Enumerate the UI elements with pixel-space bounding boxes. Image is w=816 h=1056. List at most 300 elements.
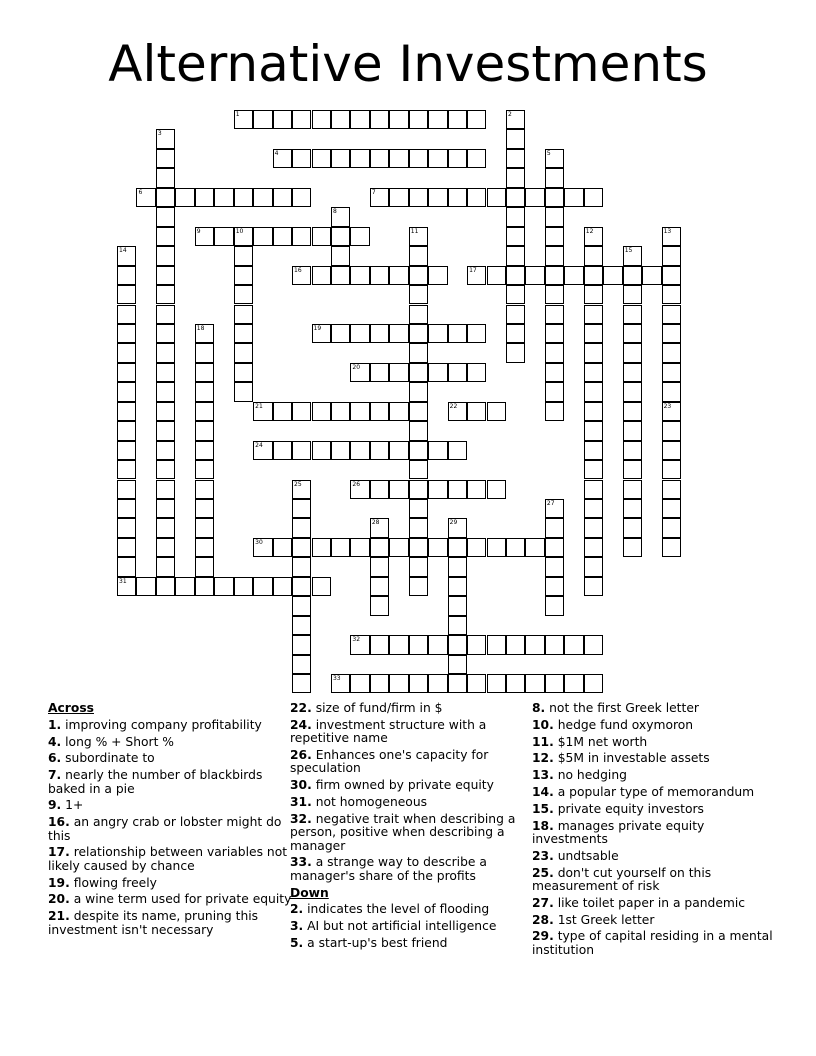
grid-cell[interactable] xyxy=(156,421,175,440)
grid-cell[interactable] xyxy=(506,285,525,304)
grid-cell[interactable] xyxy=(409,577,428,596)
grid-cell[interactable] xyxy=(234,227,253,246)
grid-cell[interactable] xyxy=(214,577,233,596)
grid-cell[interactable] xyxy=(584,577,603,596)
grid-cell[interactable] xyxy=(584,285,603,304)
grid-cell[interactable] xyxy=(584,538,603,557)
grid-cell[interactable] xyxy=(234,363,253,382)
grid-cell[interactable] xyxy=(389,363,408,382)
grid-cell[interactable] xyxy=(350,227,369,246)
grid-cell[interactable] xyxy=(370,577,389,596)
grid-cell[interactable] xyxy=(292,596,311,615)
grid-cell[interactable] xyxy=(370,557,389,576)
grid-cell[interactable] xyxy=(487,538,506,557)
grid-cell[interactable] xyxy=(662,324,681,343)
grid-cell[interactable] xyxy=(662,363,681,382)
grid-cell[interactable] xyxy=(370,596,389,615)
grid-cell[interactable] xyxy=(117,518,136,537)
grid-cell[interactable] xyxy=(117,266,136,285)
grid-cell[interactable] xyxy=(487,635,506,654)
grid-cell[interactable] xyxy=(234,188,253,207)
grid-cell[interactable] xyxy=(623,246,642,265)
grid-cell[interactable] xyxy=(506,188,525,207)
grid-cell[interactable] xyxy=(467,188,486,207)
grid-cell[interactable] xyxy=(506,305,525,324)
grid-cell[interactable] xyxy=(584,363,603,382)
grid-cell[interactable] xyxy=(428,363,447,382)
grid-cell[interactable] xyxy=(545,266,564,285)
grid-cell[interactable] xyxy=(331,149,350,168)
grid-cell[interactable] xyxy=(448,188,467,207)
grid-cell[interactable] xyxy=(312,324,331,343)
grid-cell[interactable] xyxy=(545,188,564,207)
grid-cell[interactable] xyxy=(389,266,408,285)
grid-cell[interactable] xyxy=(506,674,525,693)
grid-cell[interactable] xyxy=(331,674,350,693)
grid-cell[interactable] xyxy=(545,499,564,518)
grid-cell[interactable] xyxy=(448,441,467,460)
grid-cell[interactable] xyxy=(389,188,408,207)
grid-cell[interactable] xyxy=(234,324,253,343)
grid-cell[interactable] xyxy=(370,402,389,421)
grid-cell[interactable] xyxy=(409,305,428,324)
grid-cell[interactable] xyxy=(195,363,214,382)
grid-cell[interactable] xyxy=(292,227,311,246)
grid-cell[interactable] xyxy=(506,343,525,362)
grid-cell[interactable] xyxy=(312,110,331,129)
grid-cell[interactable] xyxy=(428,324,447,343)
grid-cell[interactable] xyxy=(370,324,389,343)
grid-cell[interactable] xyxy=(584,441,603,460)
grid-cell[interactable] xyxy=(662,285,681,304)
grid-cell[interactable] xyxy=(389,635,408,654)
grid-cell[interactable] xyxy=(292,110,311,129)
grid-cell[interactable] xyxy=(467,110,486,129)
grid-cell[interactable] xyxy=(350,149,369,168)
grid-cell[interactable] xyxy=(584,421,603,440)
grid-cell[interactable] xyxy=(292,499,311,518)
grid-cell[interactable] xyxy=(409,382,428,401)
grid-cell[interactable] xyxy=(662,266,681,285)
grid-cell[interactable] xyxy=(409,518,428,537)
grid-cell[interactable] xyxy=(662,499,681,518)
grid-cell[interactable] xyxy=(428,674,447,693)
grid-cell[interactable] xyxy=(214,188,233,207)
grid-cell[interactable] xyxy=(117,363,136,382)
grid-cell[interactable] xyxy=(545,538,564,557)
grid-cell[interactable] xyxy=(156,129,175,148)
grid-cell[interactable] xyxy=(642,266,661,285)
grid-cell[interactable] xyxy=(331,441,350,460)
grid-cell[interactable] xyxy=(234,246,253,265)
grid-cell[interactable] xyxy=(564,266,583,285)
grid-cell[interactable] xyxy=(331,324,350,343)
grid-cell[interactable] xyxy=(350,324,369,343)
grid-cell[interactable] xyxy=(409,441,428,460)
grid-cell[interactable] xyxy=(487,188,506,207)
grid-cell[interactable] xyxy=(175,188,194,207)
grid-cell[interactable] xyxy=(448,110,467,129)
grid-cell[interactable] xyxy=(409,363,428,382)
grid-cell[interactable] xyxy=(292,655,311,674)
grid-cell[interactable] xyxy=(506,538,525,557)
grid-cell[interactable] xyxy=(370,635,389,654)
grid-cell[interactable] xyxy=(506,324,525,343)
grid-cell[interactable] xyxy=(545,246,564,265)
grid-cell[interactable] xyxy=(156,538,175,557)
grid-cell[interactable] xyxy=(623,343,642,362)
grid-cell[interactable] xyxy=(156,188,175,207)
grid-cell[interactable] xyxy=(525,266,544,285)
grid-cell[interactable] xyxy=(370,674,389,693)
grid-cell[interactable] xyxy=(584,227,603,246)
grid-cell[interactable] xyxy=(467,363,486,382)
grid-cell[interactable] xyxy=(525,538,544,557)
grid-cell[interactable] xyxy=(545,149,564,168)
grid-cell[interactable] xyxy=(428,480,447,499)
grid-cell[interactable] xyxy=(117,402,136,421)
grid-cell[interactable] xyxy=(331,246,350,265)
grid-cell[interactable] xyxy=(623,402,642,421)
grid-cell[interactable] xyxy=(467,324,486,343)
grid-cell[interactable] xyxy=(623,421,642,440)
grid-cell[interactable] xyxy=(117,577,136,596)
grid-cell[interactable] xyxy=(448,655,467,674)
grid-cell[interactable] xyxy=(428,149,447,168)
grid-cell[interactable] xyxy=(156,441,175,460)
grid-cell[interactable] xyxy=(292,480,311,499)
grid-cell[interactable] xyxy=(292,538,311,557)
grid-cell[interactable] xyxy=(409,499,428,518)
grid-cell[interactable] xyxy=(662,538,681,557)
grid-cell[interactable] xyxy=(487,402,506,421)
grid-cell[interactable] xyxy=(545,382,564,401)
grid-cell[interactable] xyxy=(136,577,155,596)
grid-cell[interactable] xyxy=(623,518,642,537)
grid-cell[interactable] xyxy=(117,421,136,440)
grid-cell[interactable] xyxy=(487,480,506,499)
grid-cell[interactable] xyxy=(662,421,681,440)
grid-cell[interactable] xyxy=(195,402,214,421)
grid-cell[interactable] xyxy=(312,266,331,285)
grid-cell[interactable] xyxy=(273,577,292,596)
grid-cell[interactable] xyxy=(195,518,214,537)
grid-cell[interactable] xyxy=(117,499,136,518)
grid-cell[interactable] xyxy=(389,149,408,168)
grid-cell[interactable] xyxy=(195,188,214,207)
grid-cell[interactable] xyxy=(273,149,292,168)
grid-cell[interactable] xyxy=(487,266,506,285)
grid-cell[interactable] xyxy=(312,577,331,596)
grid-cell[interactable] xyxy=(525,674,544,693)
grid-cell[interactable] xyxy=(370,188,389,207)
grid-cell[interactable] xyxy=(584,343,603,362)
grid-cell[interactable] xyxy=(409,557,428,576)
grid-cell[interactable] xyxy=(117,557,136,576)
grid-cell[interactable] xyxy=(350,538,369,557)
grid-cell[interactable] xyxy=(409,538,428,557)
grid-cell[interactable] xyxy=(506,110,525,129)
grid-cell[interactable] xyxy=(156,499,175,518)
grid-cell[interactable] xyxy=(350,110,369,129)
grid-cell[interactable] xyxy=(506,207,525,226)
grid-cell[interactable] xyxy=(195,499,214,518)
grid-cell[interactable] xyxy=(545,557,564,576)
grid-cell[interactable] xyxy=(545,674,564,693)
grid-cell[interactable] xyxy=(623,460,642,479)
grid-cell[interactable] xyxy=(195,324,214,343)
grid-cell[interactable] xyxy=(623,538,642,557)
grid-cell[interactable] xyxy=(448,480,467,499)
grid-cell[interactable] xyxy=(195,460,214,479)
grid-cell[interactable] xyxy=(584,382,603,401)
grid-cell[interactable] xyxy=(584,557,603,576)
grid-cell[interactable] xyxy=(312,227,331,246)
grid-cell[interactable] xyxy=(467,538,486,557)
grid-cell[interactable] xyxy=(117,460,136,479)
grid-cell[interactable] xyxy=(370,538,389,557)
grid-cell[interactable] xyxy=(448,518,467,537)
grid-cell[interactable] xyxy=(117,382,136,401)
grid-cell[interactable] xyxy=(448,324,467,343)
grid-cell[interactable] xyxy=(195,421,214,440)
grid-cell[interactable] xyxy=(506,149,525,168)
grid-cell[interactable] xyxy=(156,460,175,479)
grid-cell[interactable] xyxy=(409,343,428,362)
grid-cell[interactable] xyxy=(370,149,389,168)
grid-cell[interactable] xyxy=(331,110,350,129)
grid-cell[interactable] xyxy=(117,305,136,324)
grid-cell[interactable] xyxy=(292,149,311,168)
grid-cell[interactable] xyxy=(331,227,350,246)
grid-cell[interactable] xyxy=(448,635,467,654)
grid-cell[interactable] xyxy=(195,557,214,576)
grid-cell[interactable] xyxy=(350,674,369,693)
grid-cell[interactable] xyxy=(350,363,369,382)
grid-cell[interactable] xyxy=(117,538,136,557)
grid-cell[interactable] xyxy=(195,227,214,246)
grid-cell[interactable] xyxy=(545,363,564,382)
grid-cell[interactable] xyxy=(273,402,292,421)
grid-cell[interactable] xyxy=(117,343,136,362)
grid-cell[interactable] xyxy=(253,402,272,421)
grid-cell[interactable] xyxy=(389,402,408,421)
grid-cell[interactable] xyxy=(156,266,175,285)
grid-cell[interactable] xyxy=(584,460,603,479)
grid-cell[interactable] xyxy=(662,305,681,324)
grid-cell[interactable] xyxy=(350,266,369,285)
grid-cell[interactable] xyxy=(292,674,311,693)
grid-cell[interactable] xyxy=(195,577,214,596)
grid-cell[interactable] xyxy=(273,227,292,246)
grid-cell[interactable] xyxy=(117,285,136,304)
grid-cell[interactable] xyxy=(584,188,603,207)
grid-cell[interactable] xyxy=(623,266,642,285)
grid-cell[interactable] xyxy=(195,441,214,460)
grid-cell[interactable] xyxy=(662,227,681,246)
grid-cell[interactable] xyxy=(234,110,253,129)
grid-cell[interactable] xyxy=(409,402,428,421)
grid-cell[interactable] xyxy=(623,480,642,499)
grid-cell[interactable] xyxy=(623,499,642,518)
grid-cell[interactable] xyxy=(506,168,525,187)
grid-cell[interactable] xyxy=(564,635,583,654)
grid-cell[interactable] xyxy=(623,363,642,382)
grid-cell[interactable] xyxy=(623,324,642,343)
grid-cell[interactable] xyxy=(506,246,525,265)
grid-cell[interactable] xyxy=(156,207,175,226)
grid-cell[interactable] xyxy=(292,402,311,421)
grid-cell[interactable] xyxy=(448,616,467,635)
grid-cell[interactable] xyxy=(545,635,564,654)
grid-cell[interactable] xyxy=(156,168,175,187)
grid-cell[interactable] xyxy=(331,538,350,557)
grid-cell[interactable] xyxy=(156,577,175,596)
grid-cell[interactable] xyxy=(428,266,447,285)
grid-cell[interactable] xyxy=(623,441,642,460)
grid-cell[interactable] xyxy=(623,285,642,304)
grid-cell[interactable] xyxy=(662,402,681,421)
grid-cell[interactable] xyxy=(253,110,272,129)
grid-cell[interactable] xyxy=(156,557,175,576)
grid-cell[interactable] xyxy=(448,596,467,615)
grid-cell[interactable] xyxy=(545,285,564,304)
grid-cell[interactable] xyxy=(409,285,428,304)
grid-cell[interactable] xyxy=(389,110,408,129)
grid-cell[interactable] xyxy=(370,266,389,285)
grid-cell[interactable] xyxy=(545,596,564,615)
grid-cell[interactable] xyxy=(545,324,564,343)
grid-cell[interactable] xyxy=(273,188,292,207)
grid-cell[interactable] xyxy=(156,363,175,382)
grid-cell[interactable] xyxy=(662,343,681,362)
grid-cell[interactable] xyxy=(350,635,369,654)
grid-cell[interactable] xyxy=(312,402,331,421)
grid-cell[interactable] xyxy=(234,577,253,596)
grid-cell[interactable] xyxy=(545,343,564,362)
grid-cell[interactable] xyxy=(409,188,428,207)
grid-cell[interactable] xyxy=(506,227,525,246)
grid-cell[interactable] xyxy=(584,499,603,518)
grid-cell[interactable] xyxy=(331,266,350,285)
grid-cell[interactable] xyxy=(584,674,603,693)
grid-cell[interactable] xyxy=(409,324,428,343)
grid-cell[interactable] xyxy=(156,246,175,265)
grid-cell[interactable] xyxy=(350,402,369,421)
grid-cell[interactable] xyxy=(409,227,428,246)
grid-cell[interactable] xyxy=(292,518,311,537)
grid-cell[interactable] xyxy=(253,538,272,557)
grid-cell[interactable] xyxy=(428,110,447,129)
grid-cell[interactable] xyxy=(234,305,253,324)
grid-cell[interactable] xyxy=(195,480,214,499)
grid-cell[interactable] xyxy=(350,441,369,460)
grid-cell[interactable] xyxy=(253,227,272,246)
grid-cell[interactable] xyxy=(156,480,175,499)
grid-cell[interactable] xyxy=(292,577,311,596)
grid-cell[interactable] xyxy=(136,188,155,207)
grid-cell[interactable] xyxy=(156,227,175,246)
grid-cell[interactable] xyxy=(156,305,175,324)
grid-cell[interactable] xyxy=(292,557,311,576)
grid-cell[interactable] xyxy=(409,110,428,129)
grid-cell[interactable] xyxy=(467,402,486,421)
grid-cell[interactable] xyxy=(156,149,175,168)
grid-cell[interactable] xyxy=(623,382,642,401)
grid-cell[interactable] xyxy=(467,149,486,168)
grid-cell[interactable] xyxy=(545,402,564,421)
grid-cell[interactable] xyxy=(525,635,544,654)
grid-cell[interactable] xyxy=(234,285,253,304)
grid-cell[interactable] xyxy=(409,149,428,168)
grid-cell[interactable] xyxy=(409,635,428,654)
grid-cell[interactable] xyxy=(564,188,583,207)
grid-cell[interactable] xyxy=(234,343,253,362)
grid-cell[interactable] xyxy=(662,382,681,401)
grid-cell[interactable] xyxy=(467,266,486,285)
grid-cell[interactable] xyxy=(214,227,233,246)
grid-cell[interactable] xyxy=(389,480,408,499)
grid-cell[interactable] xyxy=(389,538,408,557)
grid-cell[interactable] xyxy=(389,441,408,460)
grid-cell[interactable] xyxy=(156,324,175,343)
grid-cell[interactable] xyxy=(584,324,603,343)
grid-cell[interactable] xyxy=(487,674,506,693)
grid-cell[interactable] xyxy=(545,207,564,226)
grid-cell[interactable] xyxy=(409,460,428,479)
grid-cell[interactable] xyxy=(117,246,136,265)
grid-cell[interactable] xyxy=(584,480,603,499)
grid-cell[interactable] xyxy=(292,266,311,285)
grid-cell[interactable] xyxy=(662,246,681,265)
grid-cell[interactable] xyxy=(448,674,467,693)
grid-cell[interactable] xyxy=(370,518,389,537)
grid-cell[interactable] xyxy=(467,674,486,693)
grid-cell[interactable] xyxy=(525,188,544,207)
grid-cell[interactable] xyxy=(584,305,603,324)
grid-cell[interactable] xyxy=(234,266,253,285)
grid-cell[interactable] xyxy=(428,635,447,654)
grid-cell[interactable] xyxy=(331,207,350,226)
grid-cell[interactable] xyxy=(564,674,583,693)
grid-cell[interactable] xyxy=(545,577,564,596)
grid-cell[interactable] xyxy=(195,382,214,401)
grid-cell[interactable] xyxy=(234,382,253,401)
grid-cell[interactable] xyxy=(292,441,311,460)
grid-cell[interactable] xyxy=(545,168,564,187)
grid-cell[interactable] xyxy=(273,441,292,460)
grid-cell[interactable] xyxy=(448,538,467,557)
grid-cell[interactable] xyxy=(156,285,175,304)
grid-cell[interactable] xyxy=(292,188,311,207)
grid-cell[interactable] xyxy=(195,343,214,362)
grid-cell[interactable] xyxy=(448,577,467,596)
grid-cell[interactable] xyxy=(273,538,292,557)
grid-cell[interactable] xyxy=(253,577,272,596)
grid-cell[interactable] xyxy=(156,402,175,421)
grid-cell[interactable] xyxy=(195,538,214,557)
grid-cell[interactable] xyxy=(584,518,603,537)
grid-cell[interactable] xyxy=(428,188,447,207)
grid-cell[interactable] xyxy=(662,518,681,537)
grid-cell[interactable] xyxy=(312,538,331,557)
grid-cell[interactable] xyxy=(175,577,194,596)
grid-cell[interactable] xyxy=(545,227,564,246)
grid-cell[interactable] xyxy=(117,441,136,460)
grid-cell[interactable] xyxy=(623,305,642,324)
grid-cell[interactable] xyxy=(389,324,408,343)
grid-cell[interactable] xyxy=(448,402,467,421)
